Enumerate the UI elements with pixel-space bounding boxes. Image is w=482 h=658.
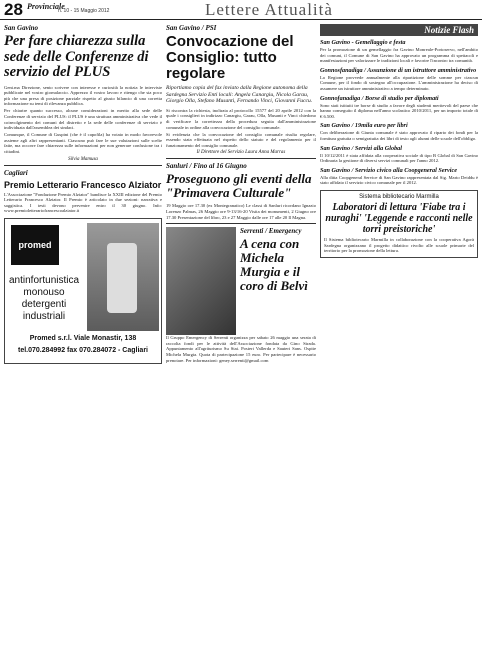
notizie-flash-header: Notizie Flash	[320, 24, 478, 36]
paragraph: Per chiarire quanto successo, alcune considerazioni in merito alla sede delle Conferenze di servizio del PLUS: il PLUS è una struttura amministrativa che vede il coinvolgimento dei comuni del distretto e la sede delle conferenze di servizio è individuata dall'assemblea dei sindaci.	[4, 108, 162, 131]
event-poster-image	[166, 227, 236, 335]
library-box-head: Sistema bibliotecario Marmilla	[359, 193, 439, 200]
article-body	[166, 108, 316, 149]
promed-advertisement[interactable]	[4, 218, 162, 364]
poster-body: Il Gruppo Emergency di Serrenti organizza per sabato 26 maggio una serata di raccolta fondi per le attività dell'Associazione fondata da Gino Strada. Appuntamento all'agriturismo Su Stai. Posteri Vallerda e Sauteri Sans. Ospite Michela Murgia. Quota di partecipazione 15 euro. Per partecipare è necessario prenotare. Per informazioni: geney.serrenti@gmail.com	[166, 335, 316, 363]
news-body: Il 10/12/2011 è stata affidata alla cooperativa sociale di tipo B Global di San Gavino Ordinaria la gestione di diversi servizi comunali per l'anno 2012.	[320, 152, 478, 164]
event-body: 19 Maggio ore 17.30 (ex Montegranatico) Le classi di Sanluri ricordano Ignazio Lorenzo Palmas, 26 Maggio ore 9-13/16-20 Visita dei monumenti, 2 Giugno ore 17.30 Presentazione del libro, 23 e 27 Maggio dalle ore 17 alle 20 Il Magna.	[166, 203, 316, 220]
award-body: L'Associazione "Fondazione Premio Alziator" bandisce la XXIII edizione del Premio Letterario Francesco Alziator. Il Premio è articolato in due sezioni: narrativa e saggistica. I testi devono pervenire entro il 30 giugno. Info: www.premioletterariofrancescoalziator.it	[4, 191, 162, 214]
paragraph: Comunque, il Comune di Guspini (che è il capofila) ha votato in modo favorevole assieme agli altri rappresentanti. Ciascuno può fare le sue valutazioni sulle scelte fatte, ma occorre fare chiarezza sulle informazioni per non generare confusione tra i cittadini.	[4, 132, 162, 155]
article-headline: Convocazione del Consiglio: tutto regolare	[166, 33, 294, 82]
event-kicker: Sanluri / Fino al 16 Giugno	[166, 162, 247, 171]
news-body: La Regione provvede annualmente alla ripartizione delle somme per ciascun Comune, per il fondo di sostegno all'occupazione. L'amministrazione ha deciso di assumere un istruttore amministrativo a tempo determinato.	[320, 74, 478, 91]
news-title: San Gavino / Servizi alla Global	[320, 144, 402, 152]
divider	[166, 158, 316, 159]
award-title: Premio Letterario Francesco Alziator	[4, 179, 162, 190]
library-box-title: Laboratori di lettura 'Fiabe tra i nuraghi' 'Leggende e racconti nelle torri preistoriche'	[325, 201, 473, 235]
column-right	[320, 24, 478, 658]
paragraph: Si evidenzia che la convocazione del consiglio comunale risulta regolare, essendo stata effettuata nel rispetto dello statuto e del regolamento per il funzionamento del consiglio comunale.	[166, 131, 316, 148]
news-title: San Gavino - Gemellaggio e festa	[320, 39, 406, 46]
newspaper-logo: Provinciale	[27, 2, 65, 11]
column-middle	[166, 24, 316, 658]
ad-product-image	[87, 223, 159, 331]
section-title: Lettere Attualità	[205, 0, 333, 19]
news-body: Sono stati istituiti tre borse di studio a favore degli studenti meritevoli del paese che hanno conseguito il diploma nell'anno scolastico 2010/2011, per un importo totale di € 6.500.	[320, 102, 478, 119]
poster-kicker: Serrenti / Emergency	[240, 227, 302, 236]
article-kicker: San Gavino / PSI	[166, 24, 217, 32]
article-signature: Il Direttore del Servizio Laura Anna Marras	[196, 150, 286, 156]
news-body: Per la promozione di un gemellaggio fra Gavino Monreale-Portoservo, nell'ambito dei comuni, il Comune di San Gavino ha approvato un programma di spettacoli e manifestazioni per valorizzare le tradizioni locali e favorire l'incontro tra comunità.	[320, 47, 478, 64]
article-signature: Silvia Mamusa	[68, 156, 98, 162]
paragraph: Gent.ma Direzione, sento scrivere con interesse e curiosità la notizia le interviste pubblicate nel vostro giornalaccio. Apprezzo il vostro lavoro e ritengo che sia poco più che una presa di posizione parziale rispetto al giusto bilancio di una corretta informazione su temi di rilevanza pubblica.	[4, 84, 162, 107]
issue-date: n. 10 - 15 Maggio 2012	[58, 8, 110, 14]
promed-logo: promed	[11, 225, 59, 265]
masthead	[0, 0, 482, 20]
column-left	[4, 24, 162, 658]
article-headline: Per fare chiarezza sulla sede delle Conferenze di servizio del PLUS	[4, 33, 149, 80]
divider	[166, 223, 316, 224]
ad-tagline: antinfortunistica monouso detergenti industriali	[9, 275, 80, 322]
emergency-article	[166, 227, 316, 335]
poster-headline: A cena con Michela Murgia e il coro di Belvì	[240, 236, 308, 294]
library-box-body: Il Sistema bibliotecario Marmilla in collaborazione con la cooperativa Agorà Sardegna organizzano il progetto didattico rivolto alle scuole primarie del territorio per la promozione della lettura.	[324, 236, 474, 254]
article-body	[4, 85, 162, 155]
divider	[4, 165, 162, 166]
page-number: 28	[4, 0, 23, 19]
paragraph: Si riscontra la richiesta, inoltrata al protocollo 15577 del 20 aprile 2012 con la quale i consiglieri in indirizzo Canargiu, Garau, Olla, Musanti e Vinci chiedono di verificare la correttezza della procedura seguita dall'amministrazione comunale in ordine alla convocazione del consiglio comunale.	[166, 107, 316, 130]
news-body: Alla ditta Coopgeneral Service di San Gavino rappresentata dal Sig. Mario Deiddu è stato affidato il servizio civico comunale per il 2012.	[320, 174, 478, 186]
news-title: Gonnosfanadiga / Assunzione di un istruttore amministrativo	[320, 66, 477, 74]
news-body: Con deliberazione di Giunta comunale è stato approvato il riparto dei fondi per la fornitura gratuita o semigratuita dei libri di testo agli alunni delle scuole dell'obbligo.	[320, 130, 478, 141]
event-headline: Proseguono gli eventi della "Primavera Culturale"	[166, 171, 312, 201]
ad-address: Promed s.r.l. Viale Monastir, 138	[29, 335, 137, 342]
ad-phone: tel.070.284992 fax 070.284072 - Cagliari	[18, 347, 148, 354]
news-title: San Gavino / 19mila euro per libri	[320, 122, 408, 130]
article-deck: Riportiamo copia del fax inviato dalla Regione autonoma della Sardegna Servizio Enti locali: Angela Canargiu, Nicola Garau, Giorgio Olla, Stefano Musanti, Fernando Vinci, Giovanni Fuccu.	[166, 85, 313, 105]
news-title: Gonnofanadiga / Borse di studio per diplomati	[320, 94, 439, 102]
news-title: San Gavino / Servizio civico alla Coopgeneral Service	[320, 166, 457, 174]
library-box	[320, 190, 478, 258]
article-kicker: San Gavino	[4, 24, 39, 32]
award-kicker: Cagliari	[4, 168, 28, 177]
